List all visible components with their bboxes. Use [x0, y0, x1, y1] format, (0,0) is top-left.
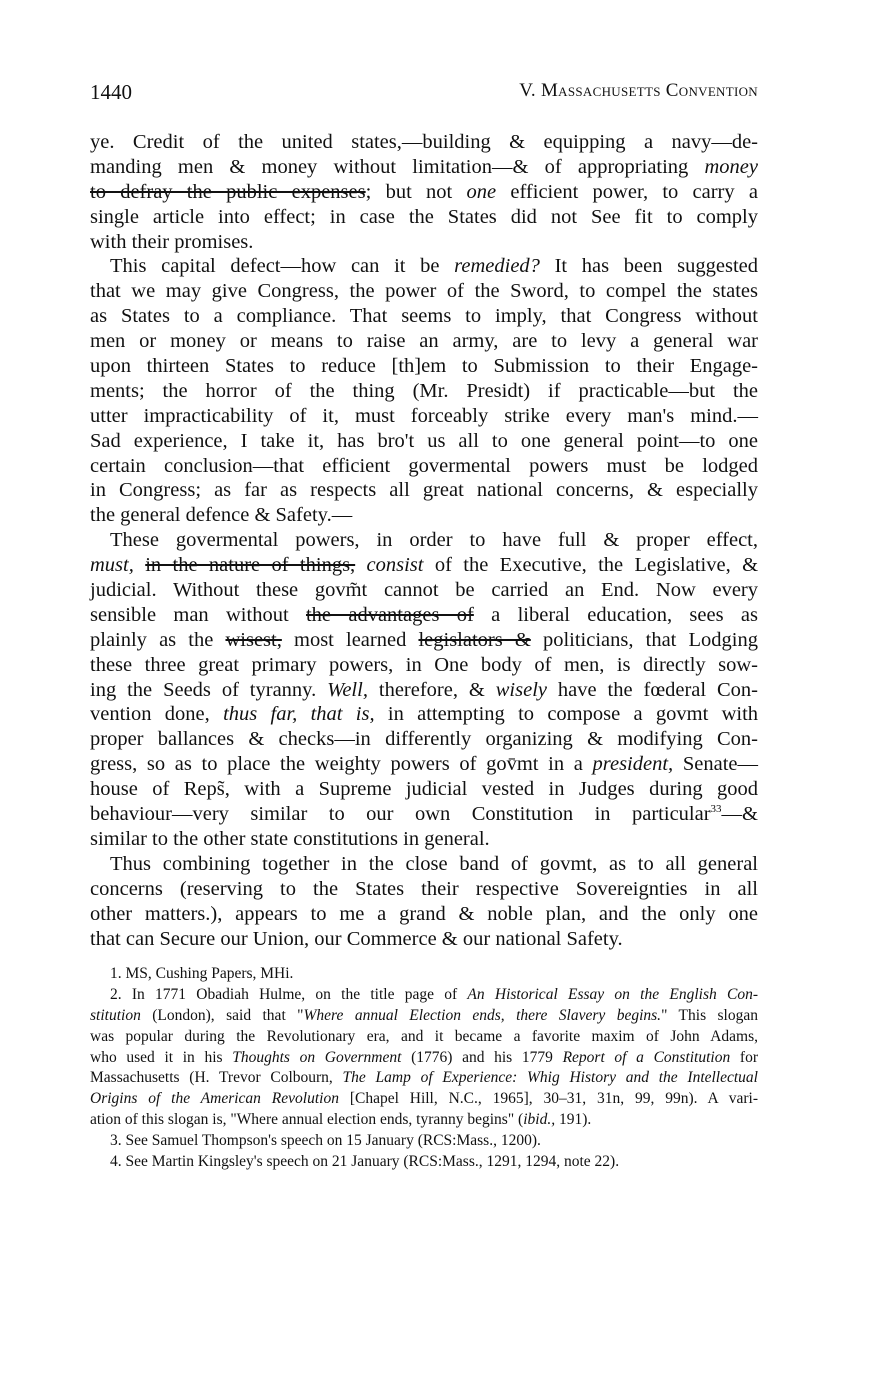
text-run: judicial. Without these govm̃t cannot be carried an End. Now every	[90, 579, 758, 602]
text-line	[90, 653, 758, 678]
text-line	[90, 678, 758, 703]
text-run: as States to a compliance. That seems to imply, that Congress without	[90, 305, 758, 328]
text-line	[90, 578, 758, 603]
text-run: politicians, that Lodging	[530, 628, 758, 651]
text-run: have the fœderal Con-	[547, 678, 759, 701]
text-run: money	[704, 155, 758, 178]
text-run: ; but not	[365, 180, 467, 203]
text-run: a liberal education, sees as	[473, 603, 758, 626]
text-line	[90, 180, 758, 205]
text-run: ye. Credit of the united states,—building & equipping a navy—de-	[90, 131, 758, 153]
text-line	[90, 802, 758, 827]
text-run: certain conclusion—that efficient govermental powers must be lodged	[90, 454, 758, 477]
text-run: single article into effect; in case the States did not See fit to comply	[90, 205, 758, 228]
text-run: (London), said that "	[140, 1006, 304, 1024]
text-run: that can Secure our Union, our Commerce & our national Safety.	[90, 927, 623, 950]
text-run: with their promises.	[90, 230, 254, 253]
text-run: other matters.), appears to me a grand & noble plan, and the only one	[90, 902, 758, 925]
text-run: 3. See Samuel Thompson's speech on 15 January (RCS:Mass., 1200).	[110, 1132, 541, 1150]
text-run: plainly as the	[90, 628, 226, 651]
text-line	[90, 603, 758, 628]
text-run: consist	[366, 554, 424, 577]
footnote-ref: 33	[710, 803, 722, 816]
text-run: " This slogan	[661, 1006, 758, 1024]
text-run: concerns (reserving to the States their respective Sovereignties in all	[90, 877, 758, 900]
text-line	[90, 827, 758, 852]
text-run: ation of this slogan is, "Where annual election ends, tyranny begins" (	[90, 1111, 524, 1129]
text-run: must,	[90, 554, 134, 577]
text-run: Origins of the American Revolution	[90, 1090, 339, 1108]
footnotes	[90, 964, 758, 1173]
text-run: house of Reps̃, with a Supreme judicial vested in Judges during good	[90, 778, 758, 801]
text-line	[90, 503, 758, 528]
footnote-line	[90, 1048, 758, 1069]
text-line	[90, 155, 758, 180]
footnote-line	[90, 1027, 758, 1048]
text-run: was popular during the Revolutionary era, and it became a favorite maxim of John Adams,	[90, 1027, 758, 1045]
text-line	[90, 553, 758, 578]
text-line	[90, 877, 758, 902]
text-run: These govermental powers, in order to have full & proper effect,	[110, 529, 758, 552]
text-line	[90, 752, 758, 777]
text-line	[90, 454, 758, 479]
text-run: wisely	[495, 678, 547, 701]
text-run: of the Executive, the Legislative, &	[423, 554, 759, 577]
struck-text: wisest,	[225, 628, 282, 651]
text-run: An Historical Essay on the English Con-	[467, 985, 758, 1003]
text-line	[90, 777, 758, 802]
text-run: Sad experience, I take it, has bro't us all to one general point—to one	[90, 429, 758, 452]
text-line	[90, 902, 758, 927]
footnote-line	[90, 1006, 758, 1027]
text-line	[90, 354, 758, 379]
text-run: Well,	[327, 678, 368, 701]
text-run: similar to the other state constitutions in general.	[90, 827, 490, 850]
text-run: stitution	[90, 1006, 141, 1024]
text-run: president,	[592, 753, 674, 776]
text-run: thus far, that is,	[223, 703, 375, 726]
text-run: Report of a Constitution	[562, 1048, 731, 1066]
text-line	[90, 429, 758, 454]
text-run: for	[730, 1048, 758, 1066]
text-run: ing the Seeds of tyranny.	[90, 678, 328, 701]
text-run: one	[466, 180, 497, 203]
text-run: Massachusetts (H. Trevor Colbourn,	[90, 1069, 343, 1087]
text-line	[90, 478, 758, 503]
text-line	[90, 702, 758, 727]
text-line	[90, 379, 758, 404]
text-run: most learned	[281, 628, 419, 651]
text-run: [Chapel Hill, N.C., 1965], 30–31, 31n, 99, 99n). A vari-	[338, 1090, 758, 1108]
text-line	[90, 727, 758, 752]
text-run: Thus combining together in the close band of govmt, as to all general	[110, 852, 758, 875]
text-run: upon thirteen States to reduce [th]em to Submission to their Engage-	[90, 355, 758, 378]
text-run: ments; the horror of the thing (Mr. Presidt) if practicable—but the	[90, 379, 758, 402]
text-run: that we may give Congress, the power of the Sword, to compel the states	[90, 280, 758, 303]
struck-text: legislators &	[418, 628, 531, 651]
text-line	[90, 852, 758, 877]
footnote-line	[90, 1068, 758, 1089]
text-run: behaviour—very similar to our own Constitution in particular	[90, 803, 711, 826]
struck-text: in the nature of things,	[145, 554, 356, 577]
running-head	[90, 80, 758, 112]
text-run: proper ballances & checks—in differently organizing & modifying Con-	[90, 728, 758, 751]
text-line	[90, 927, 758, 952]
text-run: It has been suggested	[539, 255, 758, 278]
text-line	[90, 279, 758, 304]
text-run	[134, 554, 145, 576]
struck-text: the advantages of	[305, 603, 474, 626]
footnote-line	[90, 1110, 758, 1131]
footnote-line	[90, 985, 758, 1006]
text-line	[90, 130, 758, 155]
footnote-line	[90, 1089, 758, 1110]
text-line	[90, 205, 758, 230]
body-text	[90, 130, 758, 951]
text-run: sensible man without	[90, 603, 306, 626]
page-number: 1440	[90, 80, 132, 104]
text-run: 191).	[555, 1111, 592, 1129]
text-line	[90, 404, 758, 429]
footnote-line	[90, 964, 758, 985]
text-run: This capital defect—how can it be	[110, 255, 455, 278]
text-run: Senate—	[673, 753, 758, 776]
text-run: gress, so as to place the weighty powers of gov̄mt in a	[90, 753, 593, 776]
text-run: therefore, &	[367, 678, 496, 701]
text-run: efficient power, to carry a	[496, 180, 758, 203]
text-run: who used it in his	[90, 1048, 233, 1066]
text-run: 2. In 1771 Obadiah Hulme, on the title page of	[110, 985, 468, 1003]
text-run: remedied?	[454, 255, 540, 278]
text-line	[90, 230, 758, 255]
text-line	[90, 254, 758, 279]
text-run	[355, 554, 366, 576]
text-run: men or money or means to raise an army, are to levy a general war	[90, 330, 758, 353]
text-run: these three great primary powers, in One body of men, is directly sow-	[90, 653, 758, 676]
text-line	[90, 329, 758, 354]
text-run: manding men & money without limitation—& of appropriating	[90, 155, 705, 178]
text-run: The Lamp of Experience: Whig History and the Intellectual	[342, 1069, 758, 1087]
struck-text: to defray the public expenses	[90, 180, 366, 203]
text-run: utter impracticability of it, must forceably strike every man's mind.—	[90, 404, 758, 427]
footnote-line	[90, 1152, 758, 1173]
text-line	[90, 528, 758, 553]
text-run: (1776) and his 1779	[401, 1048, 563, 1066]
text-run: Where annual Election ends, there Slavery begins.	[303, 1006, 662, 1024]
text-run: ibid.,	[523, 1111, 556, 1129]
text-line	[90, 628, 758, 653]
text-run: in attempting to compose a govmt with	[374, 703, 759, 726]
text-run: Thoughts on Government	[232, 1048, 402, 1066]
text-run: 1. MS, Cushing Papers, MHi.	[110, 965, 294, 982]
text-run: —&	[721, 803, 758, 826]
text-run: in Congress; as far as respects all great national concerns, & especially	[90, 479, 758, 502]
text-run: the general defence & Safety.—	[90, 504, 353, 527]
text-run: 4. See Martin Kingsley's speech on 21 January (RCS:Mass., 1291, 1294, note 22).	[110, 1153, 620, 1171]
running-title: V. Massachusetts Convention	[519, 80, 758, 101]
text-run: vention done,	[90, 703, 224, 726]
footnote-line	[90, 1131, 758, 1152]
text-line	[90, 304, 758, 329]
